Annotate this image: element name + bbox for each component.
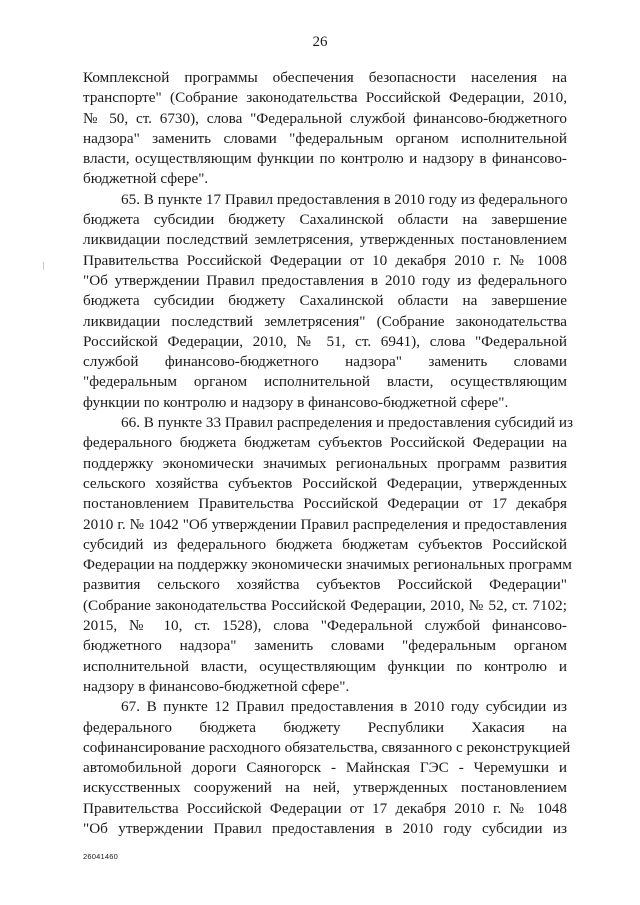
text-line: (Собрание законодательства Российской Федерации, 2010, № 52, ст. 7102; <box>83 596 567 614</box>
text-line: "федеральным органом исполнительной власти, осуществляющим <box>83 373 567 391</box>
text-line: Российской Федерации, 2010, № 51, ст. 6941), слова "Федеральной <box>83 332 567 350</box>
text-line: ликвидации последствий землетрясения, утвержденных постановлением <box>83 231 567 249</box>
text-line: федерального бюджета бюджетам субъектов Российской Федерации на <box>83 434 567 452</box>
text-line: софинансирование расходного обязательства, связанного с реконструкцией <box>83 738 571 756</box>
page-number: 26 <box>312 34 328 50</box>
text-line: Правительства Российской Федерации от 17 декабря 2010 г. № 1048 <box>83 799 567 817</box>
text-line: Комплексной программы обеспечения безопасности населения на <box>83 69 567 86</box>
text-line: транспорте" (Собрание законодательства Российской Федерации, 2010, <box>83 89 567 107</box>
text-line: постановлением Правительства Российской Федерации от 17 декабря <box>83 495 567 513</box>
document-code: 26041460 <box>83 852 118 861</box>
text-line: развития сельского хозяйства субъектов Российской Федерации" <box>83 576 567 594</box>
text-line: службой финансово-бюджетного надзора" заменить словами <box>83 353 567 371</box>
text-line: исполнительной власти, осуществляющим функции по контролю и <box>83 657 567 675</box>
document-body <box>83 68 573 839</box>
scan-edge-mark <box>43 262 44 270</box>
text-line: 2010 г. № 1042 "Об утверждении Правил распределения и предоставления <box>83 515 567 533</box>
text-line: 2015, № 10, ст. 1528), слова "Федеральной службой финансово- <box>83 617 567 635</box>
text-line: бюджета субсидии бюджету Сахалинской области на завершение <box>83 292 567 310</box>
text-line: сельского хозяйства субъектов Российской Федерации, утвержденных <box>83 474 567 492</box>
text-line: автомобильной дороги Саяногорск - Майнская ГЭС - Черемушки и <box>83 759 567 777</box>
text-line: 65. В пункте 17 Правил предоставления в 2010 году из федерального <box>121 190 568 208</box>
text-line: бюджетной сфере". <box>83 170 209 188</box>
text-line: ликвидации последствий землетрясения" (Собрание законодательства <box>83 312 567 330</box>
text-line: власти, осуществляющим функции по контролю и надзору в финансово- <box>83 150 567 168</box>
text-line: 66. В пункте 33 Правил распределения и предоставления субсидий из <box>121 414 573 432</box>
text-line: 67. В пункте 12 Правил предоставления в 2010 году субсидии из <box>121 698 567 716</box>
text-line: Федерации на поддержку экономически значимых региональных программ <box>83 556 572 574</box>
text-line: функции по контролю и надзору в финансово-бюджетной сфере". <box>83 393 509 411</box>
text-line: федерального бюджета бюджету Республики Хакасия на <box>83 718 567 736</box>
text-line: "Об утверждении Правил предоставления в 2010 году субсидии из <box>83 819 567 837</box>
text-line: поддержку экономически значимых региональных программ развития <box>83 454 567 472</box>
text-line: № 50, ст. 6730), слова "Федеральной службой финансово-бюджетного <box>83 109 567 127</box>
text-line: Правительства Российской Федерации от 10 декабря 2010 г. № 1008 <box>83 251 567 269</box>
text-line: субсидий из федерального бюджета бюджетам субъектов Российской <box>83 535 567 553</box>
text-line: бюджетного надзора" заменить словами "федеральным органом <box>83 637 567 655</box>
text-line: надзору в финансово-бюджетной сфере". <box>83 677 350 695</box>
text-line: искусственных сооружений на ней, утвержденных постановлением <box>83 779 567 797</box>
text-line: "Об утверждении Правил предоставления в 2010 году из федерального <box>83 271 567 289</box>
text-line: бюджета субсидии бюджету Сахалинской области на завершение <box>83 211 567 229</box>
text-line: надзора" заменить словами "федеральным органом исполнительной <box>83 129 567 147</box>
